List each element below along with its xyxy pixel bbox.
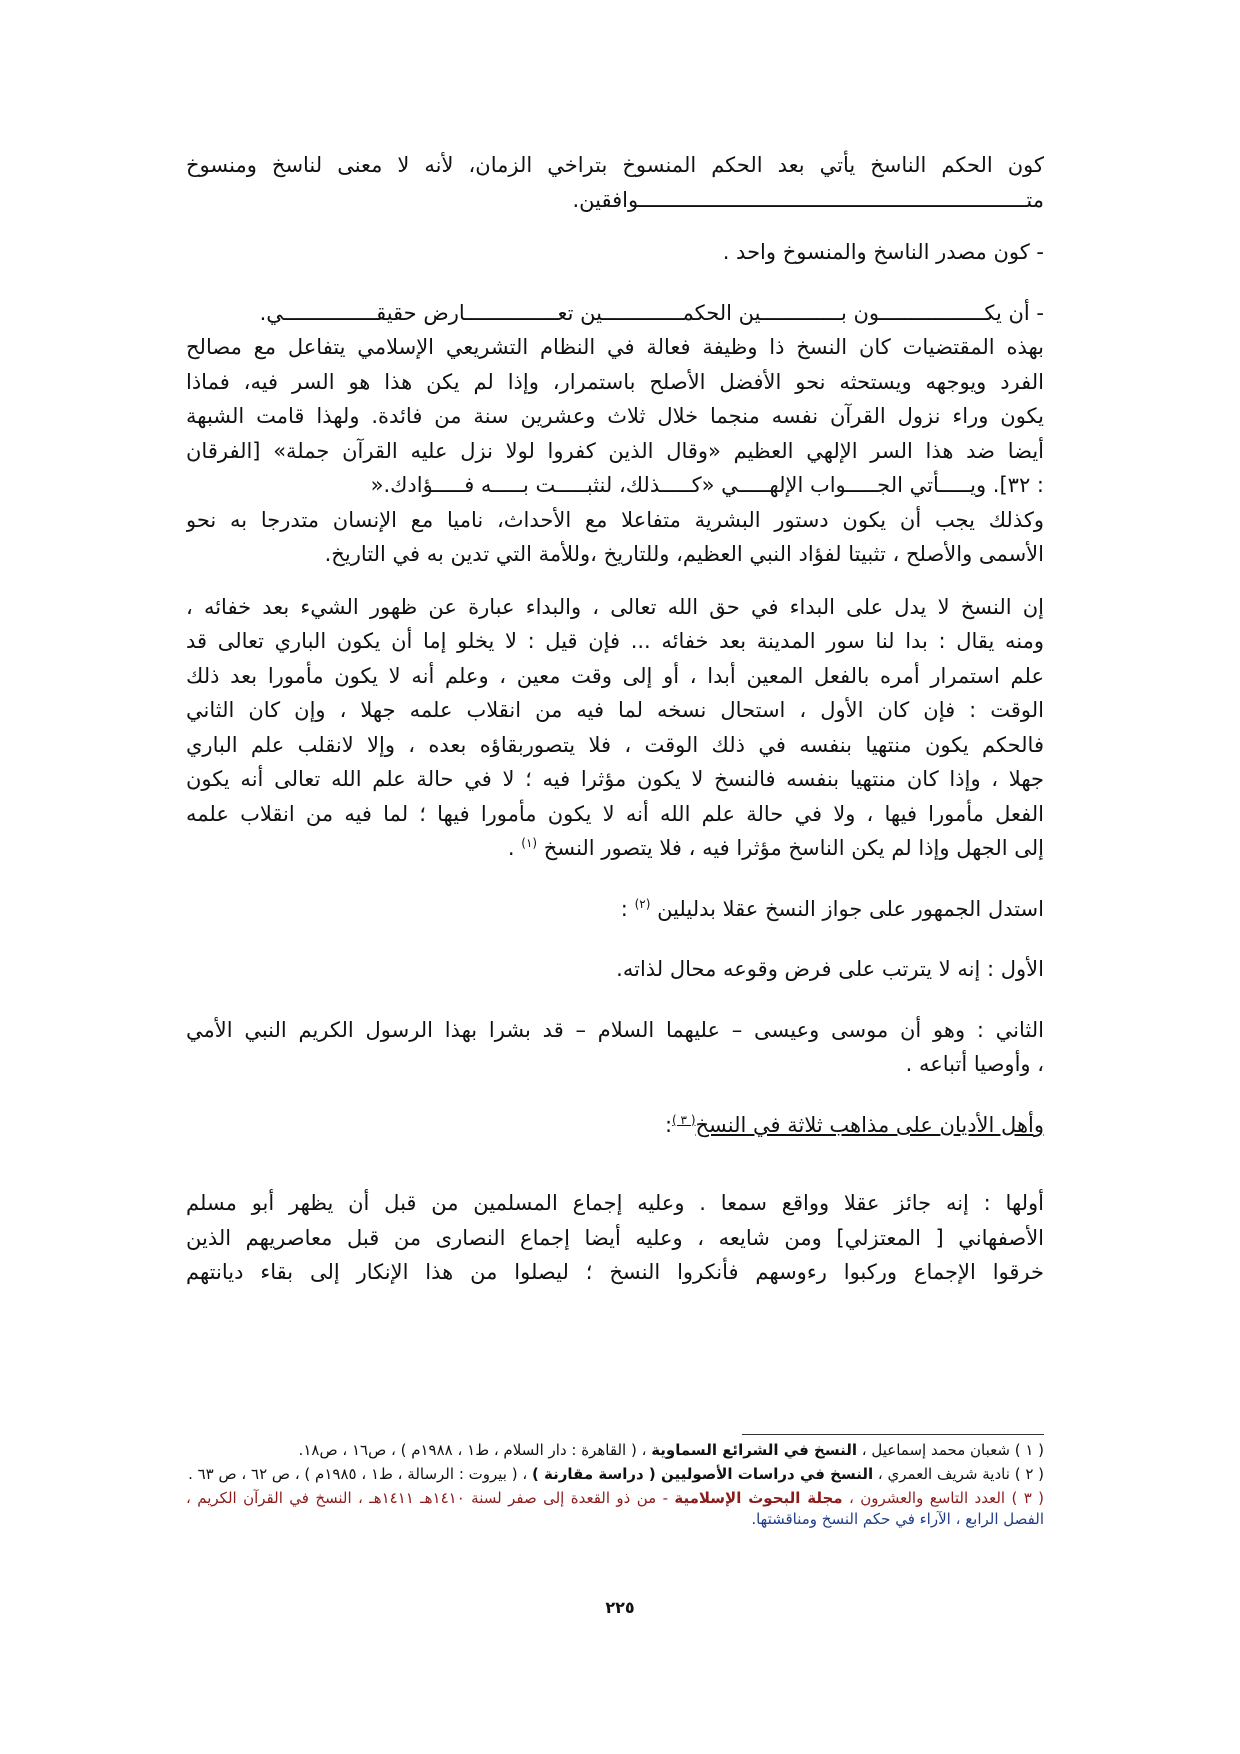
footnote-text: العدد التاسع والعشرون ، (842, 1489, 1012, 1507)
underlined-heading: وأهل الأديان على مذاهب ثلاثة في النسخ (695, 1112, 1044, 1137)
footnote-text: نادية شريف العمري ، (873, 1465, 1015, 1483)
footnote-ref-3[interactable]: ( ٣ ) (672, 1112, 696, 1127)
text-line: الثاني : وهو أن موسى وعيسى – عليهما السلام – قد بشرا بهذا الرسول الكريم النبي الأمي (186, 1017, 1044, 1042)
footnote-title: النسخ في دراسات الأصوليين ( دراسة مقارنة ) (531, 1465, 874, 1483)
text-span: . (507, 836, 522, 860)
footnote-text: - من ذو القعدة إلى صفر لسنة ١٤١٠هـ ١٤١١هـ ، النسخ في القرآن الكريم ، (186, 1489, 675, 1507)
paragraph-3 (186, 296, 1044, 572)
paragraph-8 (186, 1108, 1044, 1143)
paragraph-4 (186, 590, 1044, 866)
footnote-2 (186, 1464, 1044, 1485)
text-line: وكذلك يجب أن يكون دستور البشرية متفاعلا مع الأحداث، ناميا مع الإنسان متدرجا به نحو (186, 507, 1044, 532)
footnote-text: ، ( بيروت : الرسالة ، ط١ ، ١٩٨٥م ) ، ص ٦٢ ، ص ٦٣ . (188, 1465, 532, 1483)
text-line (186, 831, 1044, 866)
text-line: إن النسخ لا يدل على البداء في حق الله تعالى ، والبداء عبارة عن ظهور الشيء بعد خفائه ، (186, 594, 1044, 619)
footnote-divider (742, 1434, 1044, 1435)
footnote-mark: ( ٣ ) (1011, 1489, 1045, 1507)
text-line: الفرد ويوجهه ويستحثه نحو الأفضل الأصلح باستمرار، وإذا لم يكن هذا هو السر فيه، فماذا (186, 369, 1044, 394)
footnote-ref-1[interactable]: (١) (521, 836, 538, 850)
paragraph-1 (186, 148, 1044, 217)
footnotes (186, 1440, 1044, 1533)
footnote-mark: ( ١ ) (1014, 1441, 1044, 1459)
footnote-text: الفصل الرابع ، الآراء في حكم النسخ ومناقشتها. (751, 1510, 1044, 1528)
text-line (186, 892, 1044, 927)
text-line: الأصفهاني [ المعتزلي] ومن شايعه ، وعليه أيضا إجماع النصارى من قبل معاصريهم الذين (186, 1225, 1044, 1250)
text-line: الفعل مأمورا فيها ، ولا في حالة علم الله أنه لا يكون مأمورا فيها ؛ لما فيه من انقلاب علمه (186, 801, 1044, 826)
text-line: أولها : إنه جائز عقلا وواقع سمعا . وعليه إجماع المسلمين من قبل أن يظهر أبو مسلم (186, 1191, 1044, 1215)
text-line: الوقت : فإن كان الأول ، استحال نسخه لما فيه من انقلاب علمه جهلا ، وإن كان الثاني (186, 698, 1044, 722)
footnote-title: النسخ في الشرائع السماوية (651, 1441, 857, 1459)
text-line: - كون مصدر الناسخ والمنسوخ واحد . (722, 240, 1044, 264)
text-line (186, 1108, 1044, 1143)
text-line: الأول : إنه لا يترتب على فرض وقوعه محال لذاته. (616, 957, 1044, 981)
paragraph-7 (186, 1013, 1044, 1082)
text-line: جهلا ، وإذا كان منتهيا بنفسه فالنسخ لا يكون مؤثرا فيه ؛ لا في حالة علم الله تعالى أنه يكون (186, 767, 1044, 791)
text-line: : ٣٢]. ويـــــأتي الجـــــواب الإلهـــــي «كـــــذلك، لنثبـــــت بـــــه فـــــؤادك.« (370, 473, 1044, 497)
text-line: بهذه المقتضيات كان النسخ ذا وظيفة فعالة في النظام التشريعي الإسلامي يتفاعل مع مصالح (186, 335, 1044, 359)
paragraph-2 (186, 235, 1044, 270)
text-line: متـــــــــــــــــــــــــــــــــــــــــــــــــــــــــــــــوافقين. (572, 187, 1044, 212)
footnote-text: ، ( القاهرة : دار السلام ، ط١ ، ١٩٨٨م ) ، ص١٦ ، ص١٨. (298, 1441, 652, 1459)
text-line: أيضا ضد هذا السر الإلهي العظيم «وقال الذين كفروا لولا نزل عليه القرآن جملة» [الفرقان (186, 438, 1044, 463)
text-line: يكون وراء نزول القرآن نفسه منجما خلال ثلاث وعشرين سنة من فائدة. ولهذا قامت الشبهة (186, 404, 1044, 428)
footnote-text: شعبان محمد إسماعيل ، (857, 1441, 1015, 1459)
text-line: علم استمرار أمره بالفعل المعين أبدا ، أو إلى وقت معين ، وعلم أنه لا يكون مأمورا بعد ذلك (186, 663, 1044, 688)
paragraph-5 (186, 892, 1044, 927)
text-line: الأسمى والأصلح ، تثبيتا لفؤاد النبي العظيم، وللتاريخ ،وللأمة التي تدين به في التاريخ. (324, 542, 1044, 566)
text-span: : (664, 1112, 673, 1137)
footnote-mark: ( ٢ ) (1014, 1465, 1044, 1483)
text-line: - أن يكـــــــــــــــــون بـــــــــــــين الحكمـــــــــــــين تعـــــــــــــــارض حقيقـــــــــــــــي. (259, 300, 1044, 325)
footnote-3 (186, 1488, 1044, 1530)
paragraph-9 (186, 1186, 1044, 1290)
text-span: إلى الجهل وإذا لم يكن الناسخ مؤثرا فيه ، فلا يتصور النسخ (543, 836, 1044, 860)
text-span: استدل الجمهور على جواز النسخ عقلا بدليلين (657, 896, 1044, 921)
footnote-title: مجلة البحوث الإسلامية (674, 1489, 843, 1507)
text-span: : (620, 896, 635, 921)
footnote-ref-2[interactable]: (٢) (634, 896, 651, 911)
page-number: ٢٢٥ (605, 1598, 635, 1617)
text-line: خرقوا الإجماع وركبوا رءوسهم فأنكروا النسخ ؛ ليصلوا من هذا الإنكار إلى بقاء ديانتهم (186, 1260, 1044, 1284)
text-line: ، وأوصيا أتباعه . (905, 1052, 1044, 1076)
footnote-1 (186, 1440, 1044, 1461)
text-line: ومنه يقال : بدا لنا سور المدينة بعد خفائه ... فإن قيل : لا يخلو إما أن يكون الباري تعالى قد (186, 629, 1044, 653)
paragraph-6 (186, 952, 1044, 987)
text-line: كون الحكم الناسخ يأتي بعد الحكم المنسوخ بتراخي الزمان، لأنه لا معنى لناسخ ومنسوخ (186, 153, 1044, 177)
document-body (186, 148, 1044, 1290)
text-line: فالحكم يكون منتهيا بنفسه في ذلك الوقت ، فلا يتصوربقاؤه بعده ، وإلا لانقلب علم الباري (186, 732, 1044, 757)
